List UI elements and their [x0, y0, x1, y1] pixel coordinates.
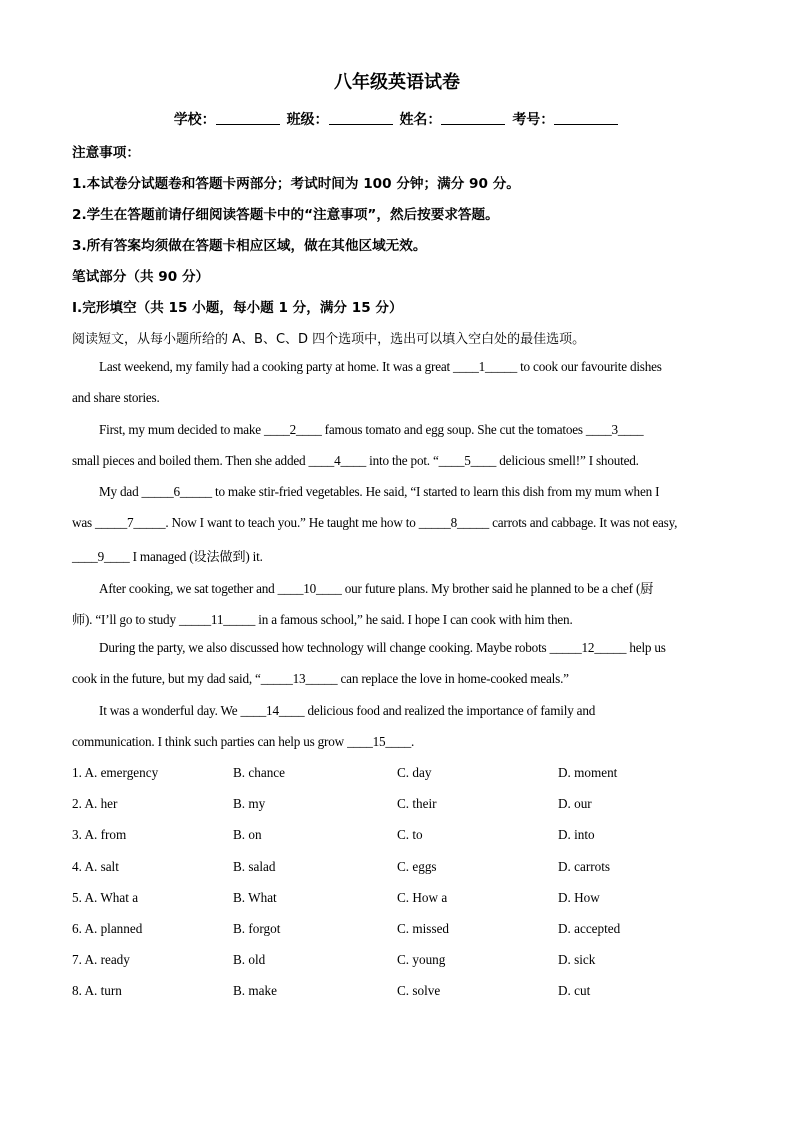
passage-line: First, my mum decided to make ____2____ famous tomato and egg soup. She cut the tomatoes ____3____: [99, 422, 644, 437]
option-b: B. my: [233, 796, 266, 811]
exam-title: 八年级英语试卷: [334, 72, 460, 93]
note-item: 2.学生在答题前请仔细阅读答题卡中的“注意事项”，然后按要求答题。: [72, 207, 499, 223]
class-blank: [329, 112, 393, 125]
part-title: Ⅰ.完形填空（共 15 小题，每小题 1 分，满分 15 分）: [72, 300, 403, 316]
passage-line: 师). “I’ll go to study _____11_____ in a famous school,” he said. I hope I can cook with him then.: [72, 612, 573, 627]
school-label: 学校：: [173, 112, 216, 128]
section-title: 笔试部分（共 90 分）: [72, 269, 210, 285]
option-a: 4. A. salt: [72, 859, 119, 874]
option-c: C. day: [397, 765, 432, 780]
option-c: C. young: [397, 952, 446, 967]
option-c: C. How a: [397, 890, 448, 905]
passage-line: cook in the future, but my dad said, “_____13_____ can replace the love in home-cooked meals.”: [72, 671, 569, 686]
option-b: B. old: [233, 952, 266, 967]
note-item: 3.所有答案均须做在答题卡相应区域，做在其他区域无效。: [72, 238, 427, 254]
option-c: C. eggs: [397, 859, 437, 874]
option-d: D. carrots: [558, 859, 610, 874]
option-a: 8. A. turn: [72, 983, 122, 998]
part-instruction: 阅读短文，从每小题所给的 A、B、C、D 四个选项中，选出可以填入空白处的最佳选项。: [72, 332, 586, 347]
option-a: 2. A. her: [72, 796, 118, 811]
passage-line: It was a wonderful day. We ____14____ delicious food and realized the importance of family and: [99, 703, 596, 718]
passage-line: ____9____ I managed (设法做到) it.: [72, 549, 263, 564]
passage-line: small pieces and boiled them. Then she added ____4____ into the pot. “____5____ delicious smell!” I shouted.: [72, 453, 639, 468]
option-c: C. solve: [397, 983, 441, 998]
option-b: B. forgot: [233, 921, 281, 936]
option-c: C. their: [397, 796, 437, 811]
passage-line: After cooking, we sat together and ____10____ our future plans. My brother said he planned to be a chef (厨: [99, 581, 654, 596]
student-info-line: [0, 109, 794, 129]
name-label: 姓名：: [399, 112, 442, 128]
school-blank: [216, 112, 280, 125]
option-a: 3. A. from: [72, 827, 127, 842]
passage-line: During the party, we also discussed how technology will change cooking. Maybe robots _____12_____ help us: [99, 640, 666, 655]
option-c: C. missed: [397, 921, 450, 936]
exam-number-label: 考号：: [512, 112, 555, 128]
option-b: B. on: [233, 827, 262, 842]
note-item: 1.本试卷分试题卷和答题卡两部分；考试时间为 100 分钟；满分 90 分。: [72, 176, 520, 192]
option-d: D. sick: [558, 952, 596, 967]
passage-line: communication. I think such parties can help us grow ____15____.: [72, 734, 415, 749]
name-blank: [441, 112, 505, 125]
class-label: 班级：: [286, 112, 329, 128]
passage-line: Last weekend, my family had a cooking party at home. It was a great ____1_____ to cook our favourite dishes: [99, 359, 662, 374]
option-a: 7. A. ready: [72, 952, 130, 967]
option-b: B. salad: [233, 859, 276, 874]
passage-line: and share stories.: [72, 390, 160, 405]
passage-line: was _____7_____. Now I want to teach you.” He taught me how to _____8_____ carrots and cabbage. It was not easy,: [72, 515, 678, 530]
option-d: D. How: [558, 890, 600, 905]
option-d: D. into: [558, 827, 595, 842]
option-a: 5. A. What a: [72, 890, 139, 905]
exam-number-blank: [554, 112, 618, 125]
option-d: D. our: [558, 796, 592, 811]
option-b: B. What: [233, 890, 277, 905]
passage-line: My dad _____6_____ to make stir-fried vegetables. He said, “I started to learn this dish from my mum when I: [99, 484, 660, 499]
option-d: D. cut: [558, 983, 591, 998]
option-b: B. chance: [233, 765, 285, 780]
option-d: D. accepted: [558, 921, 621, 936]
option-b: B. make: [233, 983, 277, 998]
notes-heading: 注意事项：: [72, 145, 140, 161]
option-a: 6. A. planned: [72, 921, 143, 936]
option-d: D. moment: [558, 765, 618, 780]
option-c: C. to: [397, 827, 423, 842]
option-a: 1. A. emergency: [72, 765, 159, 780]
